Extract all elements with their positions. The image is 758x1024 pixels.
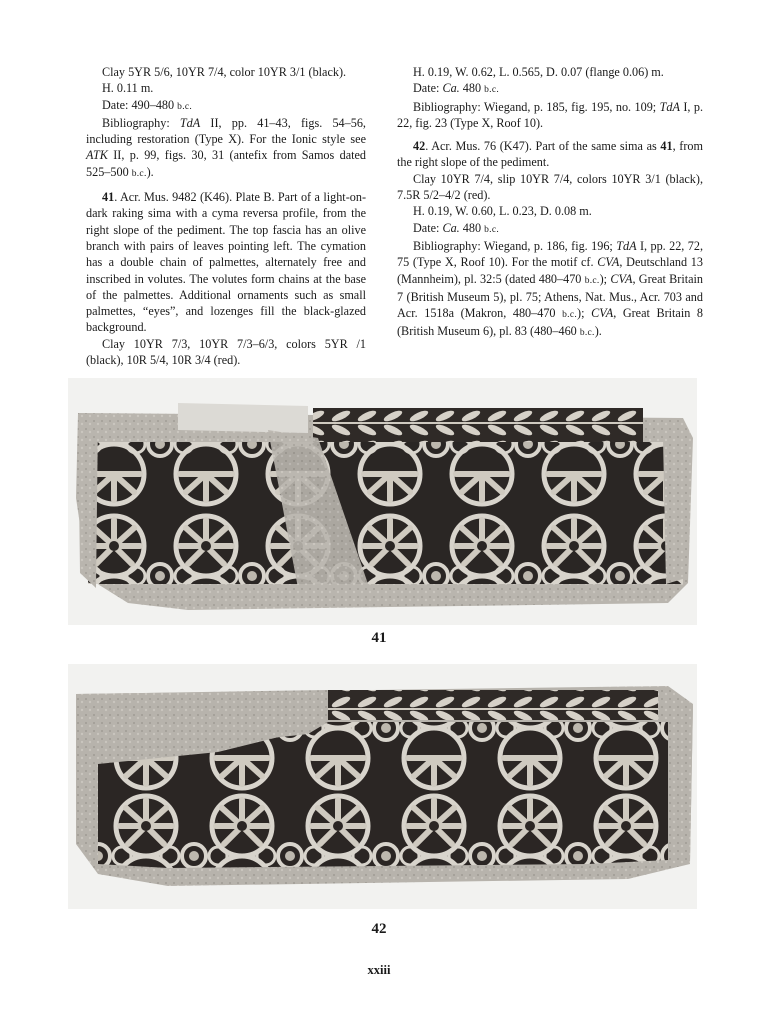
entry-42-dimensions: H. 0.19, W. 0.60, L. 0.23, D. 0.08 m. [413, 204, 592, 219]
entry-42-date: Date: Ca. 480 b.c. [413, 220, 500, 235]
entry-42-bibliography: Bibliography: Wiegand, p. 186, fig. 196; TdA I, pp. 22, 72, 75 (Type X, Roof 10). For the motif cf. CVA, Deutschland 13 (Mannheim), pl. 32:5 (dated 480–470 b.c.); CVA, Great Britain 7 (British Museum 5), pl. 75; Athens, Nat. Mus., Acr. 703 and Acr. 1518a (Makron, 480–470 b.c.); CVA, Great Britain 8 (British Museum 6), pl. 83 (480–460 b.c.). [397, 238, 703, 339]
photo-sima-fragment-41 [68, 378, 697, 625]
entry-41-clay: Clay 10YR 7/3, 10YR 7/3–6/3, colors 5YR /1 (black), 10R 5/4, 10R 3/4 (red). [86, 336, 366, 368]
height-line: H. 0.11 m. [102, 81, 154, 96]
bibliography-line: Bibliography: TdA II, pp. 41–43, figs. 54–56, including restoration (Type X). For the Ionic style see ATK II, p. 99, figs. 30, 31 (antefix from Samos dated 525–500 b.c.). [86, 115, 366, 179]
right-column [397, 64, 703, 342]
entry-42-description: 42. Acr. Mus. 76 (K47). Part of the same sima as 41, from the right slope of the pediment. [397, 139, 703, 170]
entry-41-dimensions: H. 0.19, W. 0.62, L. 0.565, D. 0.07 (flange 0.06) m. [413, 65, 664, 79]
figure-caption-41: 41 [371, 630, 387, 646]
date-line: Date: 490–480 b.c. [102, 97, 193, 112]
photo-sima-fragment-42 [68, 664, 697, 909]
entry-41-bibliography: Bibliography: Wiegand, p. 185, fig. 195, no. 109; TdA I, p. 22, fig. 23 (Type X, Roof 10). [397, 99, 703, 130]
figure-caption-42: 42 [371, 921, 387, 937]
entry-42-clay: Clay 10YR 7/4, slip 10YR 7/4, colors 10YR 3/1 (black), 7.5R 5/2–4/2 (red). [397, 171, 703, 203]
clay-line: Clay 5YR 5/6, 10YR 7/4, color 10YR 3/1 (black). [102, 65, 347, 79]
entry-41-description: 41. Acr. Mus. 9482 (K46). Plate B. Part of a light-on-dark raking sima with a cyma reversa profile, from the right slope of the pediment. The top fascia has an olive branch with pairs of leaves pointing left. The cymation has a double chain of palmettes, alternately free and inscribed in volutes. The volutes form chains at the base of the palmettes. Additional ornaments such as small palmettes, “eyes”, and lozenges fill the black-glazed background. [86, 190, 366, 335]
left-column [86, 64, 366, 368]
entry-41-date: Date: Ca. 480 b.c. [413, 81, 500, 96]
page-number: xxiii [367, 963, 391, 977]
